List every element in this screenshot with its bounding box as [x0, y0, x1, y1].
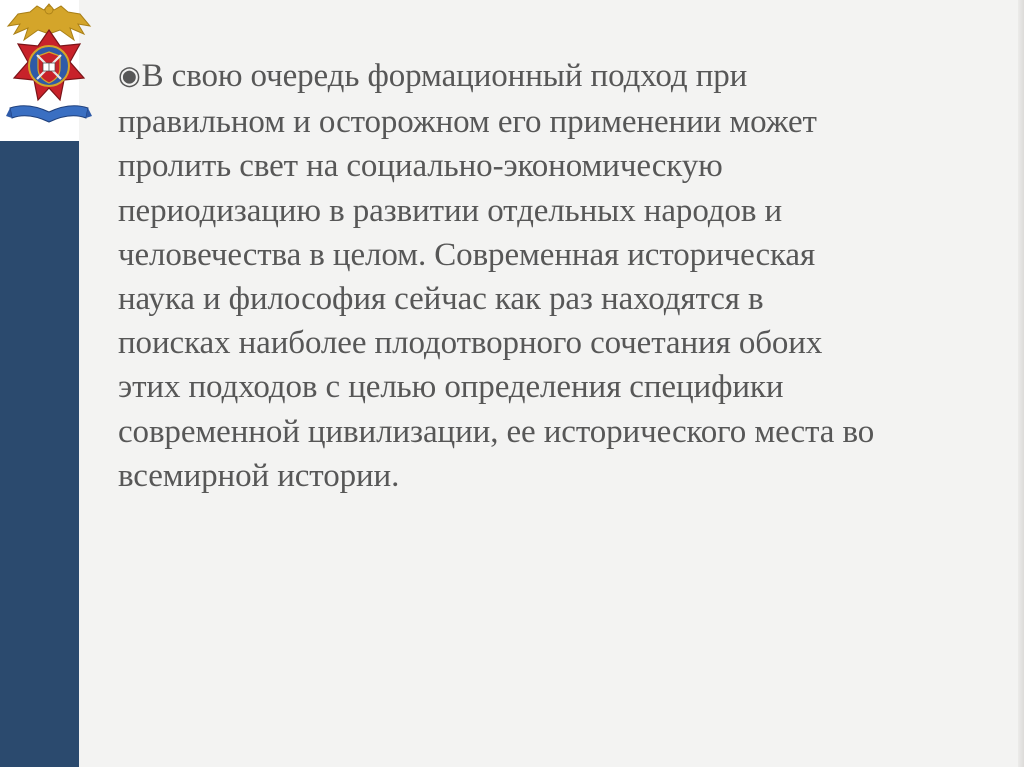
police-academy-emblem-icon — [4, 0, 94, 135]
paragraph-line: пролить свет на социально-экономическую — [118, 148, 723, 185]
paragraph-line: человечества в целом. Современная историческая — [118, 236, 816, 273]
right-edge-shadow — [1018, 0, 1024, 767]
paragraph-line: современной цивилизации, ее исторического места во — [118, 413, 875, 450]
paragraph-line: ◉В свою очередь формационный подход при — [118, 58, 748, 94]
paragraph-line: поисках наиболее плодотворного сочетания обоих — [118, 325, 823, 362]
paragraph-line: всемирной истории. — [118, 457, 400, 494]
sidebar-bar — [0, 141, 79, 767]
paragraph-line: правильном и осторожном его применении может — [118, 104, 817, 141]
slide-paragraph — [118, 54, 998, 498]
paragraph-line: наука и философия сейчас как раз находятся в — [118, 281, 764, 318]
paragraph-line: периодизацию в развитии отдельных народов и — [118, 192, 783, 229]
paragraph-line: этих подходов с целью определения специфики — [118, 369, 784, 406]
bullet-icon: ◉ — [118, 61, 141, 91]
